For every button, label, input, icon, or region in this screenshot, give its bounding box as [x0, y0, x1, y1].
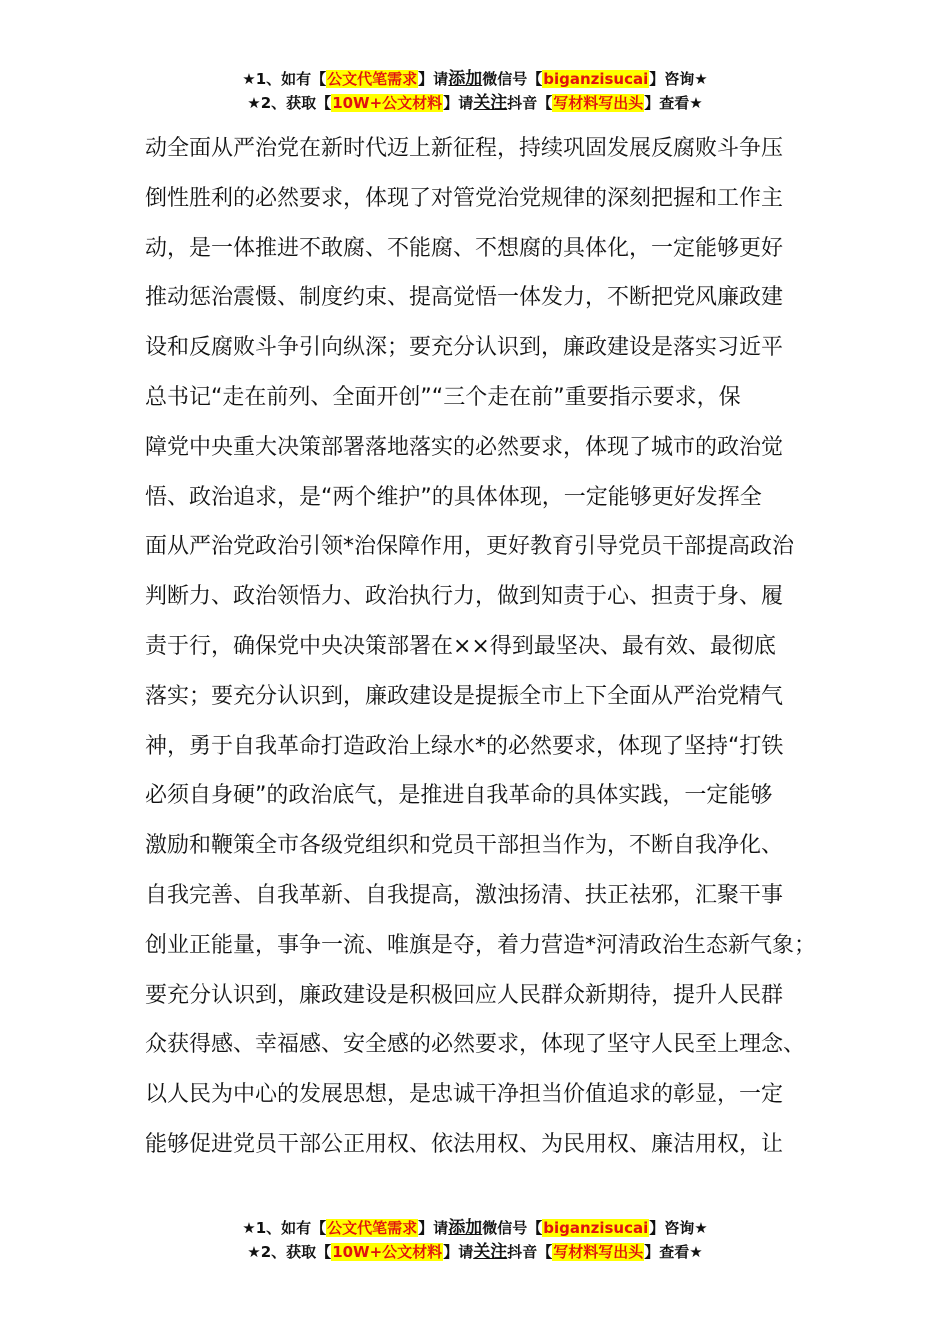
banner-highlight-service: 公文代笔需求: [327, 70, 418, 88]
banner-highlight-service: 公文代笔需求: [327, 1219, 418, 1237]
banner-highlight-douyin: 写材料写出头: [553, 1243, 644, 1261]
body-line: 自我完善、自我革新、自我提高，激浊扬清、扶正祛邪，汇聚干事: [145, 882, 784, 908]
banner-highlight-materials: 10W+公文材料: [332, 1243, 443, 1261]
body-line: 责于行，确保党中央决策部署在××得到最坚决、最有效、最彻底: [145, 633, 776, 659]
banner-emphasis: 添加: [448, 69, 483, 89]
banner-highlight-wechat-id: biganzisucai: [543, 70, 649, 88]
body-line: 众获得感、幸福感、安全感的必然要求，体现了坚守人民至上理念、: [145, 1032, 806, 1058]
body-line: 落实；要充分认识到，廉政建设是提振全市上下全面从严治党精气: [145, 683, 784, 709]
body-line: 悟、政治追求，是“两个维护”的具体体现，一定能够更好发挥全: [145, 484, 762, 510]
body-line: 以人民为中心的发展思想，是忠诚干净担当价值追求的彰显，一定: [145, 1082, 784, 1108]
banner-emphasis: 关注: [473, 1242, 508, 1262]
banner-highlight-douyin: 写材料写出头: [553, 94, 644, 112]
banner-highlight-materials: 10W+公文材料: [332, 94, 443, 112]
banner-text: 】咨询★: [649, 1219, 708, 1237]
body-line: 动全面从严治党在新时代迈上新征程，持续巩固发展反腐败斗争压: [145, 136, 784, 161]
body-line: 创业正能量，事争一流、唯旗是夺，着力营造*河清政治生态新气象；: [145, 932, 817, 958]
banner-text: 】请: [443, 94, 474, 112]
banner-line-2: [0, 91, 950, 115]
banner-emphasis: 关注: [473, 93, 508, 113]
body-line: 推动惩治震慑、制度约束、提高觉悟一体发力，不断把党风廉政建: [145, 285, 784, 311]
banner-text: 抖音【: [507, 1243, 553, 1261]
banner-text: 】咨询★: [649, 70, 708, 88]
header-banner: [0, 67, 950, 115]
body-line: 障党中央重大决策部署落地落实的必然要求，体现了城市的政治觉: [145, 434, 784, 460]
body-line: 能够促进党员干部公正用权、依法用权、为民用权、廉洁用权，让: [145, 1131, 784, 1157]
banner-text: 抖音【: [507, 94, 553, 112]
document-body: [145, 124, 845, 1170]
banner-emphasis: 添加: [448, 1218, 483, 1238]
banner-text: ★2、获取【: [247, 94, 332, 112]
banner-text: ★1、如有【: [242, 1219, 327, 1237]
banner-text: ★2、获取【: [247, 1243, 332, 1261]
banner-text: 】请: [418, 70, 449, 88]
body-line: 总书记“走在前列、全面开创”“三个走在前”重要指示要求，保: [145, 384, 741, 410]
body-line: 面从严治党政治引领*治保障作用，更好教育引导党员干部提高政治: [145, 534, 795, 560]
body-line: 动，是一体推进不敢腐、不能腐、不想腐的具体化，一定能够更好: [145, 235, 784, 261]
banner-text: 】查看★: [644, 94, 703, 112]
body-line: 神，勇于自我革命打造政治上绿水*的必然要求，体现了坚持“打铁: [145, 733, 784, 759]
banner-line-1: [0, 67, 950, 91]
body-line: 要充分认识到，廉政建设是积极回应人民群众新期待，提升人民群: [145, 982, 784, 1008]
body-line: 设和反腐败斗争引向纵深；要充分认识到，廉政建设是落实习近平: [145, 335, 784, 361]
body-line: 判断力、政治领悟力、政治执行力，做到知责于心、担责于身、履: [145, 584, 784, 610]
banner-text: 】请: [418, 1219, 449, 1237]
body-line: 激励和鞭策全市各级党组织和党员干部担当作为，不断自我净化、: [145, 833, 784, 859]
body-line: 倒性胜利的必然要求，体现了对管党治党规律的深刻把握和工作主: [145, 185, 784, 211]
banner-text: 微信号【: [482, 70, 543, 88]
banner-line-1: [0, 1216, 950, 1240]
banner-text: ★1、如有【: [242, 70, 327, 88]
banner-text: 微信号【: [482, 1219, 543, 1237]
footer-banner: [0, 1216, 950, 1264]
banner-line-2: [0, 1240, 950, 1264]
banner-text: 】查看★: [644, 1243, 703, 1261]
banner-highlight-wechat-id: biganzisucai: [543, 1219, 649, 1237]
banner-text: 】请: [443, 1243, 474, 1261]
body-line: 必须自身硬”的政治底气，是推进自我革命的具体实践，一定能够: [145, 783, 773, 809]
